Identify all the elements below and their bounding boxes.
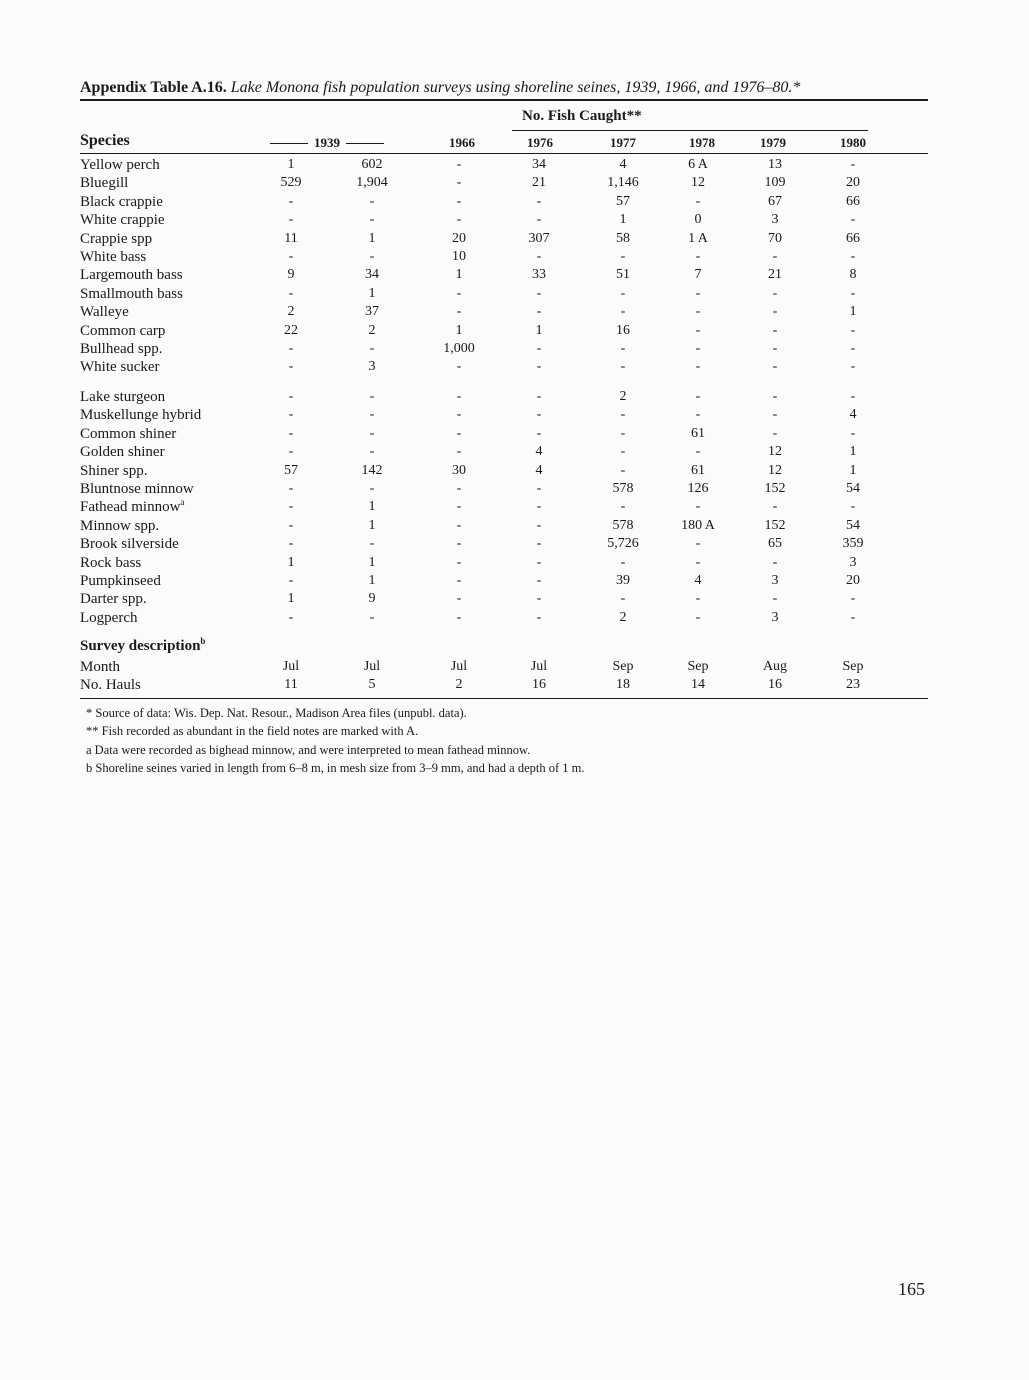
- table-cell: 4: [535, 444, 543, 460]
- row-label: Minnow spp.: [80, 517, 160, 534]
- table-cell: -: [536, 591, 542, 607]
- table-cell: -: [288, 609, 294, 625]
- table-cell: -: [536, 536, 542, 552]
- table-cell: -: [772, 341, 778, 356]
- table-cell: -: [288, 517, 294, 533]
- table-cell: 1,904: [356, 175, 388, 191]
- table-cell: -: [456, 193, 462, 209]
- survey-description-title: Survey description$^b$: [80, 636, 206, 654]
- table-cell: -: [850, 425, 856, 441]
- table-cell: 30: [452, 462, 466, 478]
- year-header-1979: 1979: [760, 135, 786, 150]
- table-cell: -: [456, 425, 462, 441]
- table-cell: -: [369, 249, 375, 264]
- table-cell: 8: [849, 267, 857, 283]
- table-cell: 10: [452, 249, 466, 264]
- table-cell: -: [620, 304, 626, 320]
- table-cell: -: [456, 304, 462, 320]
- table-cell: 21: [532, 175, 546, 191]
- table-cell: 7: [694, 267, 702, 283]
- table-cell: -: [695, 359, 701, 375]
- table-cell: -: [369, 444, 375, 460]
- table-cell: -: [772, 322, 778, 338]
- table-cell: -: [456, 591, 462, 607]
- header-rule: [80, 153, 928, 154]
- table-cell: -: [288, 193, 294, 209]
- table-cell: 11: [284, 677, 298, 693]
- table-cell: -: [850, 359, 856, 375]
- table-cell: 2: [455, 677, 463, 693]
- table-cell: 20: [846, 175, 860, 191]
- species-column-header: Species: [80, 132, 130, 149]
- table-cell: Jul: [530, 659, 548, 674]
- table-row: [0, 573, 1029, 591]
- table-cell: -: [536, 285, 542, 301]
- table-row: [0, 426, 1029, 444]
- table-cell: -: [456, 609, 462, 625]
- table-cell: -: [620, 341, 626, 356]
- table-cell: -: [620, 425, 626, 441]
- table-cell: 2: [619, 609, 627, 625]
- table-cell: 4: [849, 407, 857, 423]
- table-cell: -: [288, 285, 294, 301]
- table-cell: Sep: [842, 659, 864, 674]
- table-cell: Sep: [612, 659, 634, 674]
- table-cell: -: [288, 249, 294, 264]
- table-cell: 359: [842, 536, 864, 552]
- table-cell: 2: [287, 304, 295, 320]
- table-cell: -: [456, 212, 462, 228]
- row-label: Bluegill: [80, 175, 129, 192]
- table-cell: -: [456, 285, 462, 301]
- table-row: [0, 555, 1029, 573]
- column-group-header: No. Fish Caught**: [522, 108, 642, 124]
- row-label: Largemouth bass: [80, 267, 183, 284]
- table-cell: -: [772, 304, 778, 320]
- table-cell: -: [772, 389, 778, 404]
- table-cell: 37: [365, 304, 379, 320]
- table-cell: -: [288, 389, 294, 404]
- table-cell: -: [288, 536, 294, 552]
- table-cell: -: [456, 517, 462, 533]
- table-cell: -: [536, 609, 542, 625]
- table-cell: 21: [768, 267, 782, 283]
- row-label: Golden shiner: [80, 444, 165, 461]
- table-cell: -: [620, 462, 626, 478]
- row-label: White bass: [80, 249, 147, 265]
- table-cell: 13: [768, 157, 782, 172]
- table-cell: 9: [368, 591, 376, 607]
- table-caption: Lake Monona fish population surveys using shoreline seines, 1939, 1966, and 1976–80.*: [230, 79, 801, 96]
- table-cell: 1,000: [443, 341, 475, 356]
- table-cell: -: [695, 304, 701, 320]
- top-rule: [80, 99, 928, 101]
- table-row: [0, 249, 1029, 267]
- table-cell: -: [620, 285, 626, 301]
- table-cell: -: [536, 389, 542, 404]
- table-cell: 109: [764, 175, 786, 191]
- table-cell: 142: [361, 462, 383, 478]
- table-cell: -: [369, 341, 375, 356]
- table-cell: -: [536, 499, 542, 515]
- table-cell: -: [456, 389, 462, 404]
- row-label: Shiner spp.: [80, 462, 148, 479]
- table-cell: 34: [365, 267, 379, 283]
- table-cell: 1: [287, 591, 295, 607]
- table-cell: 126: [687, 481, 709, 496]
- table-cell: 54: [846, 481, 860, 496]
- bottom-rule: [80, 698, 928, 699]
- table-cell: -: [456, 554, 462, 570]
- table-cell: -: [850, 341, 856, 356]
- table-cell: 11: [284, 230, 298, 246]
- table-cell: -: [695, 389, 701, 404]
- table-cell: -: [369, 407, 375, 423]
- table-cell: -: [850, 285, 856, 301]
- table-cell: 2: [368, 322, 376, 338]
- table-row: [0, 231, 1029, 249]
- table-row: [0, 175, 1029, 193]
- table-cell: 16: [768, 677, 782, 693]
- table-cell: -: [850, 591, 856, 607]
- table-cell: 22: [284, 322, 298, 338]
- table-cell: -: [456, 536, 462, 552]
- group-underline: [512, 130, 868, 131]
- table-cell: 152: [764, 517, 786, 533]
- table-cell: -: [288, 341, 294, 356]
- table-cell: -: [620, 359, 626, 375]
- table-cell: Jul: [363, 659, 381, 674]
- row-label: Smallmouth bass: [80, 285, 183, 302]
- year-header-1976: 1976: [527, 135, 553, 150]
- table-cell: -: [850, 499, 856, 515]
- row-label: Yellow perch: [80, 157, 160, 173]
- table-row: [0, 481, 1029, 499]
- table-cell: 1 A: [688, 230, 708, 246]
- table-cell: -: [288, 212, 294, 228]
- table-cell: 20: [452, 230, 466, 246]
- table-cell: -: [536, 304, 542, 320]
- year-header-1977: 1977: [610, 135, 636, 150]
- footnote-b: b Shoreline seines varied in length from 6–8 m, in mesh size from 3–9 mm, and had a depth of 1 m.: [86, 761, 585, 776]
- table-cell: 16: [616, 322, 630, 338]
- table-title: [80, 78, 930, 98]
- row-label: Common shiner: [80, 425, 177, 442]
- table-cell: -: [369, 425, 375, 441]
- table-cell: -: [369, 389, 375, 404]
- footnote-abundant: ** Fish recorded as abundant in the field notes are marked with A.: [86, 724, 419, 739]
- table-cell: 2: [619, 389, 627, 404]
- table-cell: -: [850, 249, 856, 264]
- table-cell: -: [620, 407, 626, 423]
- row-label: Bluntnose minnow: [80, 481, 194, 497]
- table-cell: 1: [368, 517, 376, 533]
- year-1939-header: 1939: [270, 135, 384, 151]
- table-cell: -: [288, 573, 294, 588]
- table-cell: -: [456, 157, 462, 172]
- table-cell: 66: [846, 193, 860, 209]
- table-row: [0, 286, 1029, 304]
- table-cell: -: [536, 212, 542, 228]
- table-row: [0, 407, 1029, 425]
- table-cell: -: [620, 554, 626, 570]
- table-cell: 1: [455, 322, 463, 338]
- table-cell: 4: [694, 573, 702, 588]
- table-row: [0, 157, 1029, 175]
- table-cell: -: [850, 212, 856, 228]
- year-header-1978: 1978: [689, 135, 715, 150]
- table-cell: Sep: [687, 659, 709, 674]
- table-cell: -: [456, 175, 462, 191]
- row-label: Brook silverside: [80, 536, 179, 553]
- table-cell: -: [369, 609, 375, 625]
- table-cell: -: [456, 573, 462, 588]
- table-cell: -: [620, 591, 626, 607]
- table-cell: -: [772, 359, 778, 375]
- table-cell: 529: [280, 175, 302, 191]
- table-cell: 4: [535, 462, 543, 478]
- table-cell: 58: [616, 230, 630, 246]
- table-cell: -: [288, 425, 294, 441]
- table-cell: -: [369, 193, 375, 209]
- table-cell: -: [695, 591, 701, 607]
- footnote-source: * Source of data: Wis. Dep. Nat. Resour., Madison Area files (unpubl. data).: [86, 706, 467, 720]
- table-row: [0, 267, 1029, 285]
- table-cell: 1: [368, 499, 376, 515]
- table-cell: 33: [532, 267, 546, 283]
- table-cell: -: [456, 481, 462, 496]
- row-label: Logperch: [80, 609, 138, 626]
- table-cell: 3: [368, 359, 376, 375]
- row-label: White sucker: [80, 359, 160, 376]
- table-cell: -: [620, 249, 626, 264]
- table-cell: 1: [368, 285, 376, 301]
- row-label: No. Hauls: [80, 677, 141, 694]
- table-cell: -: [369, 212, 375, 228]
- table-cell: -: [772, 499, 778, 515]
- table-cell: 67: [768, 193, 782, 209]
- row-label: Common carp: [80, 322, 166, 339]
- table-cell: -: [695, 341, 701, 356]
- table-cell: 3: [849, 554, 857, 570]
- table-cell: -: [695, 499, 701, 515]
- table-cell: -: [536, 249, 542, 264]
- table-cell: -: [695, 536, 701, 552]
- table-cell: 1: [368, 554, 376, 570]
- table-cell: -: [772, 249, 778, 264]
- table-label: Appendix Table A.16.: [80, 79, 227, 96]
- table-row: [0, 518, 1029, 536]
- survey-row: [0, 659, 1029, 677]
- table-cell: -: [695, 407, 701, 423]
- table-row: [0, 323, 1029, 341]
- row-label: Rock bass: [80, 554, 142, 571]
- table-cell: -: [536, 573, 542, 588]
- table-cell: -: [536, 481, 542, 496]
- table-cell: 3: [771, 573, 779, 588]
- table-cell: 23: [846, 677, 860, 693]
- table-cell: 34: [532, 157, 546, 172]
- row-label: Walleye: [80, 304, 129, 321]
- page-number: 165: [898, 1279, 925, 1299]
- table-cell: -: [695, 193, 701, 209]
- table-cell: -: [536, 554, 542, 570]
- table-cell: -: [772, 554, 778, 570]
- table-cell: 602: [361, 157, 383, 172]
- table-cell: 57: [284, 462, 298, 478]
- table-cell: -: [288, 407, 294, 423]
- survey-row: [0, 677, 1029, 695]
- table-cell: -: [620, 499, 626, 515]
- table-cell: 12: [768, 462, 782, 478]
- row-label: Bullhead spp.: [80, 341, 163, 357]
- table-cell: 1: [287, 554, 295, 570]
- table-cell: -: [456, 499, 462, 515]
- row-label: Lake sturgeon: [80, 389, 166, 405]
- table-cell: -: [536, 359, 542, 375]
- table-row: [0, 194, 1029, 212]
- table-row: [0, 212, 1029, 230]
- table-cell: 9: [287, 267, 295, 283]
- table-cell: 1,146: [607, 175, 639, 191]
- table-cell: 61: [691, 425, 705, 441]
- table-cell: 51: [616, 267, 630, 283]
- table-cell: 54: [846, 517, 860, 533]
- table-cell: -: [536, 407, 542, 423]
- table-row: [0, 341, 1029, 359]
- table-row: [0, 499, 1029, 517]
- table-cell: -: [369, 536, 375, 552]
- table-cell: -: [536, 341, 542, 356]
- table-cell: -: [456, 407, 462, 423]
- table-cell: Jul: [282, 659, 300, 674]
- table-cell: -: [772, 285, 778, 301]
- year-header-1980: 1980: [840, 135, 866, 150]
- table-cell: -: [536, 425, 542, 441]
- table-cell: -: [695, 249, 701, 264]
- table-cell: -: [369, 481, 375, 496]
- table-cell: -: [288, 444, 294, 460]
- table-cell: 3: [771, 609, 779, 625]
- table-cell: 1: [368, 573, 376, 588]
- table-cell: 14: [691, 677, 705, 693]
- table-cell: 180 A: [681, 517, 715, 533]
- table-cell: 1: [849, 462, 857, 478]
- table-row: [0, 359, 1029, 377]
- table-cell: 61: [691, 462, 705, 478]
- table-cell: 5: [368, 677, 376, 693]
- table-cell: -: [772, 425, 778, 441]
- table-row: [0, 610, 1029, 628]
- table-cell: -: [772, 407, 778, 423]
- table-cell: Jul: [450, 659, 468, 674]
- table-cell: -: [456, 359, 462, 375]
- table-cell: 4: [619, 157, 627, 172]
- table-cell: 6 A: [688, 157, 708, 172]
- table-cell: 20: [846, 573, 860, 588]
- row-label: Darter spp.: [80, 591, 147, 608]
- table-cell: 57: [616, 193, 630, 209]
- table-cell: 12: [768, 444, 782, 460]
- row-label: Crappie spp: [80, 230, 153, 247]
- table-cell: 3: [771, 212, 779, 228]
- table-cell: 578: [612, 517, 634, 533]
- table-cell: -: [695, 285, 701, 301]
- year-header-1966: 1966: [449, 135, 475, 150]
- table-cell: -: [695, 444, 701, 460]
- row-label: Fathead minnow$^a$: [80, 497, 185, 516]
- row-label: Pumpkinseed: [80, 573, 161, 589]
- table-cell: 1: [619, 212, 627, 228]
- row-label: Black crappie: [80, 193, 163, 210]
- footnotes: [86, 704, 585, 778]
- table-cell: 18: [616, 677, 630, 693]
- table-row: [0, 536, 1029, 554]
- table-cell: 65: [768, 536, 782, 552]
- table-cell: -: [536, 193, 542, 209]
- table-cell: 1: [849, 444, 857, 460]
- table-row: [0, 389, 1029, 407]
- row-label: Month: [80, 659, 121, 675]
- table-row: [0, 444, 1029, 462]
- table-cell: 307: [528, 230, 550, 246]
- table-cell: -: [288, 499, 294, 515]
- table-cell: -: [288, 481, 294, 496]
- table-cell: 1: [287, 157, 295, 172]
- table-cell: -: [536, 517, 542, 533]
- table-cell: -: [620, 444, 626, 460]
- table-cell: 5,726: [607, 536, 639, 552]
- table-cell: -: [695, 554, 701, 570]
- table-cell: -: [456, 444, 462, 460]
- table-row: [0, 304, 1029, 322]
- table-cell: -: [288, 359, 294, 375]
- table-cell: 152: [764, 481, 786, 496]
- table-cell: 39: [616, 573, 630, 588]
- table-cell: -: [850, 157, 856, 172]
- table-cell: Aug: [762, 659, 788, 674]
- footnote-a: a Data were recorded as bighead minnow, and were interpreted to mean fathead minnow.: [86, 742, 531, 757]
- row-label: Muskellunge hybrid: [80, 407, 202, 424]
- row-label: White crappie: [80, 212, 165, 229]
- table-cell: 70: [768, 230, 782, 246]
- table-row: [0, 591, 1029, 609]
- table-cell: 578: [612, 481, 634, 496]
- table-cell: 1: [535, 322, 543, 338]
- table-cell: -: [772, 591, 778, 607]
- table-cell: -: [850, 322, 856, 338]
- table-cell: 16: [532, 677, 546, 693]
- table-cell: 1: [368, 230, 376, 246]
- table-cell: -: [695, 322, 701, 338]
- table-row: [0, 463, 1029, 481]
- table-cell: 0: [694, 212, 702, 228]
- table-cell: 66: [846, 230, 860, 246]
- table-cell: 12: [691, 175, 705, 191]
- table-cell: 1: [849, 304, 857, 320]
- table-cell: -: [695, 609, 701, 625]
- table-cell: -: [850, 609, 856, 625]
- table-cell: -: [850, 389, 856, 404]
- table-cell: 1: [455, 267, 463, 283]
